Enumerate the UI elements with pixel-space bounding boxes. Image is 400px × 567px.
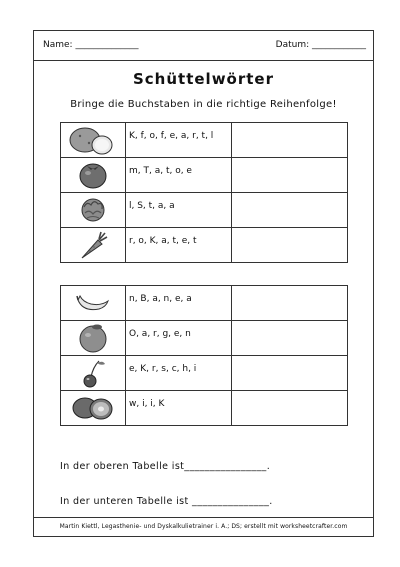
answer-field[interactable] xyxy=(232,286,348,321)
carrot-icon xyxy=(77,229,109,261)
answer-field[interactable] xyxy=(232,321,348,356)
picture-cell xyxy=(61,356,126,391)
picture-cell xyxy=(61,123,126,158)
picture-cell xyxy=(61,321,126,356)
scrambled-letters: r, o, K, a, t, e, t xyxy=(129,236,197,246)
page-title: Schüttelwörter xyxy=(132,70,274,88)
scrambled-letters: n, B, a, n, e, a xyxy=(129,294,192,304)
table-row xyxy=(61,228,348,263)
worksheet xyxy=(33,30,374,537)
instruction-text: Bringe die Buchstaben in die richtige Reihenfolge! xyxy=(70,99,337,110)
picture-cell xyxy=(61,193,126,228)
answer-field[interactable] xyxy=(232,228,348,263)
sentence-bottom[interactable]: In der unteren Tabelle ist _______________. xyxy=(60,496,273,507)
scrambled-letters: O, a, r, g, e, n xyxy=(129,329,191,339)
picture-cell xyxy=(61,228,126,263)
sentence-top[interactable]: In der oberen Tabelle ist________________. xyxy=(60,461,271,472)
picture-cell xyxy=(61,158,126,193)
answer-field[interactable] xyxy=(232,391,348,426)
letters-cell xyxy=(126,158,232,193)
scrambled-letters: e, K, r, s, c, h, i xyxy=(129,364,197,374)
orange-icon xyxy=(77,322,109,354)
scrambled-letters: l, S, t, a, a xyxy=(129,201,175,211)
letters-cell xyxy=(126,193,232,228)
cherry-icon xyxy=(79,357,107,389)
letters-cell xyxy=(126,286,232,321)
letters-cell xyxy=(126,123,232,158)
letters-cell xyxy=(126,356,232,391)
letters-cell xyxy=(126,391,232,426)
answer-field[interactable] xyxy=(232,158,348,193)
picture-cell xyxy=(61,286,126,321)
letters-cell xyxy=(126,228,232,263)
table-row xyxy=(61,391,348,426)
table-row xyxy=(61,321,348,356)
potato-icon xyxy=(65,124,121,156)
answer-field[interactable] xyxy=(232,193,348,228)
tomato-icon xyxy=(77,160,109,190)
table-row xyxy=(61,286,348,321)
table-row xyxy=(61,193,348,228)
table-row xyxy=(61,123,348,158)
bottom-table xyxy=(60,285,348,426)
banana-icon xyxy=(75,290,111,316)
footer-credit: Martin Kiettl, Legasthenie- und Dyskalkulietrainer i. A.; DS; erstellt mit worksheetcrafter.com xyxy=(34,517,373,536)
name-field[interactable]: Name: ______________ xyxy=(43,40,139,50)
table-row xyxy=(61,356,348,391)
answer-field[interactable] xyxy=(232,123,348,158)
lettuce-icon xyxy=(77,195,109,225)
scrambled-letters: w, i, i, K xyxy=(129,399,165,409)
scrambled-letters: K, f, o, f, e, a, r, t, l xyxy=(129,131,214,141)
date-field[interactable]: Datum: ____________ xyxy=(275,40,366,50)
top-table xyxy=(60,122,348,263)
scrambled-letters: m, T, a, t, o, e xyxy=(129,166,192,176)
answer-field[interactable] xyxy=(232,356,348,391)
kiwi-icon xyxy=(70,394,116,422)
table-row xyxy=(61,158,348,193)
header-row xyxy=(34,31,373,61)
letters-cell xyxy=(126,321,232,356)
picture-cell xyxy=(61,391,126,426)
